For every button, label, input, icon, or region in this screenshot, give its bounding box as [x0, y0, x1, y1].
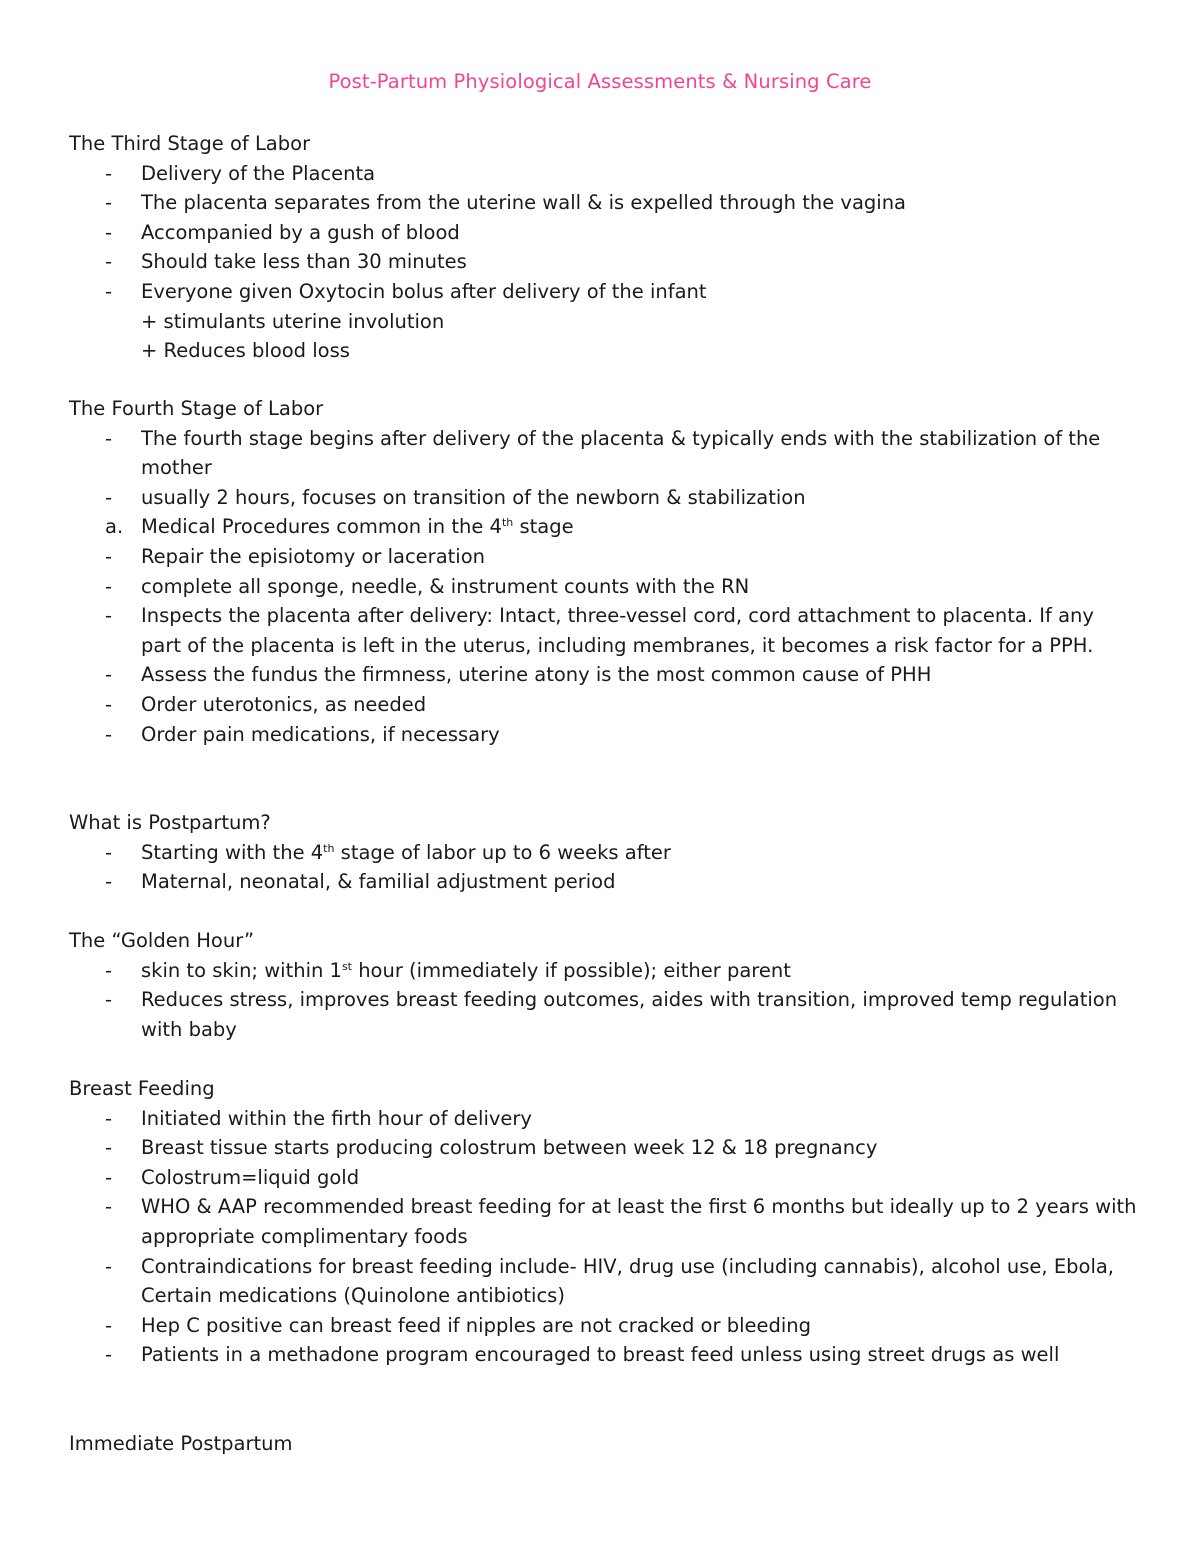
list-item-text: Colostrum=liquid gold [141, 1165, 360, 1189]
list-item-text: Order uterotonics, as needed [141, 692, 427, 716]
list-item [69, 1340, 1139, 1370]
list-item-text: Maternal, neonatal, & familial adjustment period [141, 870, 616, 894]
dash-marker: - [105, 722, 113, 746]
list-item [69, 483, 1139, 513]
dash-marker: - [105, 604, 113, 628]
bullet-list [69, 159, 1139, 307]
list-item-text: Contraindications for breast feeding include- HIV, drug use (including cannabis), alcohol use, Ebola, Certain medications (Quinolone antibiotics) [141, 1254, 1115, 1308]
dash-marker: - [105, 1343, 113, 1367]
list-item [69, 247, 1139, 277]
bullet-list [69, 424, 1139, 750]
bullet-list [69, 1104, 1139, 1370]
list-item-text: Everyone given Oxytocin bolus after delivery of the infant [141, 279, 707, 303]
list-item [69, 985, 1139, 1044]
section-postpartum [69, 808, 1139, 897]
list-item [69, 1104, 1139, 1134]
dash-marker: - [105, 1313, 113, 1337]
list-item-text: Hep C positive can breast feed if nipples are not cracked or bleeding [141, 1313, 812, 1337]
section-heading: Breast Feeding [69, 1077, 215, 1100]
dash-marker: - [105, 1106, 113, 1130]
dash-marker: - [105, 663, 113, 687]
dash-marker: - [105, 988, 113, 1012]
list-item-text: Initiated within the firth hour of delivery [141, 1106, 532, 1130]
list-item-text: skin to skin; within 1 [141, 958, 342, 982]
list-item-text: Patients in a methadone program encouraged to breast feed unless using street drugs as well [141, 1343, 1060, 1367]
list-item-text: The placenta separates from the uterine wall & is expelled through the vagina [141, 191, 907, 215]
dash-marker: - [105, 191, 113, 215]
section-heading: What is Postpartum? [69, 811, 271, 834]
dash-marker: - [105, 870, 113, 894]
sub-item: + Reduces blood loss [141, 339, 350, 363]
section-heading: The Fourth Stage of Labor [69, 397, 324, 420]
list-item [69, 1192, 1139, 1251]
dash-marker: - [105, 544, 113, 568]
list-item-text: complete all sponge, needle, & instrument counts with the RN [141, 574, 750, 598]
list-item [69, 572, 1139, 602]
section-third-stage [69, 129, 1139, 366]
list-item-text: Accompanied by a gush of blood [141, 220, 460, 244]
list-item [69, 1163, 1139, 1193]
list-item-text: Assess the fundus the firmness, uterine atony is the most common cause of PHH [141, 663, 932, 687]
list-item-text: Delivery of the Placenta [141, 161, 376, 185]
list-item [69, 690, 1139, 720]
list-item [69, 277, 1139, 307]
list-item-text: Order pain medications, if necessary [141, 722, 500, 746]
list-item [69, 720, 1139, 750]
list-item [69, 1133, 1139, 1163]
list-item-text: The fourth stage begins after delivery of the placenta & typically ends with the stabilization of the mother [141, 426, 1101, 480]
dash-marker: - [105, 250, 113, 274]
dash-marker: - [105, 426, 113, 450]
section-heading: The Third Stage of Labor [69, 132, 311, 155]
dash-marker: - [105, 574, 113, 598]
list-item [69, 159, 1139, 189]
list-item [69, 218, 1139, 248]
section-fourth-stage [69, 394, 1139, 749]
list-item-text: Breast tissue starts producing colostrum between week 12 & 18 pregnancy [141, 1136, 878, 1160]
list-item-text: hour (immediately if possible); either parent [352, 958, 791, 982]
dash-marker: - [105, 1195, 113, 1219]
list-item [69, 867, 1139, 897]
list-item-text: Inspects the placenta after delivery: Intact, three-vessel cord, cord attachment to placenta. If any part of the placenta is left in the uterus, including membranes, it becomes a risk factor for a PPH. [141, 604, 1094, 657]
dash-marker: - [105, 279, 113, 303]
dash-marker: - [105, 161, 113, 185]
list-item [69, 660, 1139, 690]
dash-marker: - [105, 485, 113, 509]
superscript: st [341, 959, 352, 973]
list-item [69, 188, 1139, 218]
list-item-text: stage [513, 515, 574, 539]
list-item-text: WHO & AAP recommended breast feeding for at least the first 6 months but ideally up to 2 years with appropriate complimentary foods [141, 1195, 1137, 1248]
list-item [69, 424, 1139, 483]
letter-marker: a. [105, 515, 124, 539]
list-item-text: stage of labor up to 6 weeks after [334, 840, 671, 864]
section-breast-feeding [69, 1074, 1139, 1370]
sub-item: + stimulants uterine involution [141, 309, 445, 333]
list-item-text: Medical Procedures common in the 4 [141, 515, 502, 539]
dash-marker: - [105, 220, 113, 244]
section-heading: The “Golden Hour” [69, 929, 255, 952]
document-title: Post-Partum Physiological Assessments & Nursing Care [328, 70, 872, 93]
list-item [69, 838, 1139, 868]
list-item [69, 956, 1139, 986]
list-item [69, 1252, 1139, 1311]
dash-marker: - [105, 692, 113, 716]
bullet-list [69, 838, 1139, 897]
list-item [69, 1311, 1139, 1341]
dash-marker: - [105, 1254, 113, 1278]
superscript: th [501, 516, 514, 530]
list-item [69, 601, 1139, 660]
list-item-text: Repair the episiotomy or laceration [141, 544, 485, 568]
superscript: th [323, 841, 335, 855]
list-item-text: Should take less than 30 minutes [141, 250, 467, 274]
list-item-text: Reduces stress, improves breast feeding outcomes, aides with transition, improved temp regulation with baby [141, 988, 1118, 1041]
list-item-text: Starting with the 4 [141, 840, 324, 864]
dash-marker: - [105, 1165, 113, 1189]
dash-marker: - [105, 1136, 113, 1160]
dash-marker: - [105, 958, 113, 982]
list-item-lettered [69, 512, 1139, 542]
list-item-text: usually 2 hours, focuses on transition of the newborn & stabilization [141, 485, 806, 509]
bullet-list [69, 956, 1139, 1045]
section-heading: Immediate Postpartum [69, 1432, 293, 1455]
section-immediate-postpartum [69, 1429, 1139, 1459]
section-golden-hour [69, 926, 1139, 1044]
dash-marker: - [105, 840, 113, 864]
list-item [69, 542, 1139, 572]
